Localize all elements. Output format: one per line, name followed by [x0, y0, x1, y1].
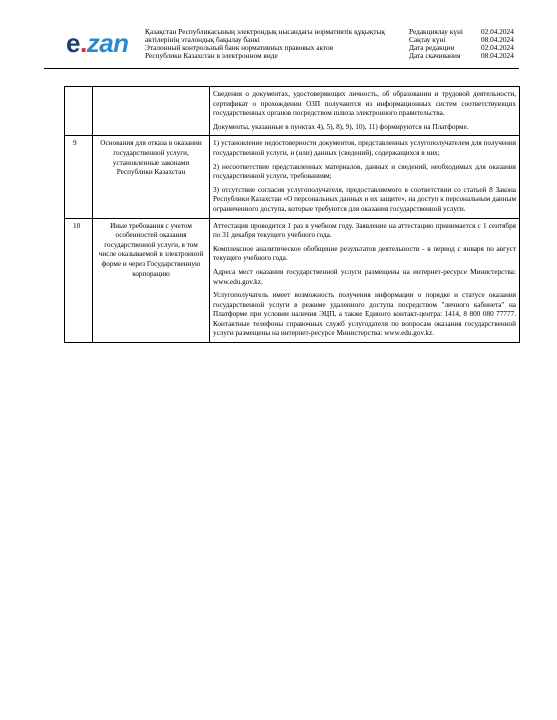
ezan-logo: e.zan [66, 28, 129, 58]
content-paragraph: Услугополучатель имеет возможность получения информации о порядке и статусе оказания государственной услуги в режиме удаленного доступа посредством "личного кабинета" на Платформе при условии наличия ЭЦП, а также Единого контакт-центра: 1414, 8 800 080 77777. Контактные телефоны справочных служб услугодателя по вопросам оказания государственной услуги размещены на интернет-ресурсе Министерства: www.edu.gov.kz. [213, 291, 516, 338]
table-row [65, 136, 520, 218]
row-content [210, 136, 520, 218]
date-label: Дата скачивания [409, 51, 461, 60]
date-row [409, 52, 514, 60]
document-header [44, 24, 519, 64]
bank-title-line: Қазақстан Республикасының электрондық нысандағы нормативтік құқықтық [145, 27, 385, 36]
date-value: 08.04.2024 [481, 51, 514, 60]
content-paragraph: 3) отсутствие согласия услугополучателя, предоставляемого в соответствии со статьей 8 Закона Республики Казахстан «О персональных данных и их защите», на доступ к персональным данным ограниченного доступа, которые требуются для оказания государственной услуги. [213, 185, 516, 213]
content-paragraph: Аттестация проводится 1 раз в учебном году. Заявление на аттестацию принимается с 1 сентября по 31 декабря текущего учебного года. [213, 221, 516, 240]
content-paragraph: Документы, указанные в пунктах 4), 5), 8), 9), 10), 11) формируются на Платформе. [213, 122, 469, 131]
row-content [210, 87, 520, 136]
row-content [210, 218, 520, 343]
service-standard-table [64, 86, 520, 343]
content-paragraph: Сведения о документах, удостоверяющих личность, об образовании и трудовой деятельности, сертификат о прохождении ОЗП получаются из информационных систем соответствующих государственных органов посредством шлюза электронного правительства. [213, 90, 516, 118]
row-title [93, 87, 210, 136]
bank-title [145, 28, 395, 60]
document-dates [409, 28, 514, 60]
header-divider [44, 68, 519, 69]
date-label: Дата редакции [409, 43, 455, 52]
row-title: Основания для отказа в оказании государственной услуги, установленные законами Республики Казахстан [93, 136, 210, 218]
date-value: 08.04.2024 [481, 35, 514, 44]
content-paragraph: Комплексное аналитическое обобщение результатов деятельности - в период с января по август текущего учебного года. [213, 244, 516, 263]
content-paragraph: 1) установление недостоверности документов, представленных услугополучателем для получения государственной услуги, и (или) данных (сведений), содержащихся в них; [213, 139, 516, 157]
table-row [65, 218, 520, 343]
date-value: 02.04.2024 [481, 27, 514, 36]
date-label: Редакциялау күні [409, 27, 463, 36]
date-label: Сақтау күні [409, 35, 446, 44]
row-title: Иные требования с учетом особенностей оказания государственной услуги, в том числе оказываемой в электронной форме и через Государственную корпорацию [93, 218, 210, 343]
content-paragraph: Адреса мест оказания государственной услуги размещены на интернет-ресурсе Министерства: www.edu.gov.kz. [213, 267, 516, 286]
bank-title-line: Республики Казахстан в электронном виде [145, 51, 278, 60]
bank-title-line: Эталонный контрольный банк нормативных правовых актов [145, 43, 334, 52]
row-number: 10 [65, 218, 93, 343]
content-paragraph: 2) несоответствие представленных материалов, данных и сведений, необходимых для оказания государственной услуги, требованиям; [213, 162, 516, 181]
row-number [65, 87, 93, 136]
bank-title-line: актілерінің эталондық бақылау банкі [145, 35, 260, 44]
table-row [65, 87, 520, 136]
date-value: 02.04.2024 [481, 43, 514, 52]
row-number: 9 [65, 136, 93, 218]
